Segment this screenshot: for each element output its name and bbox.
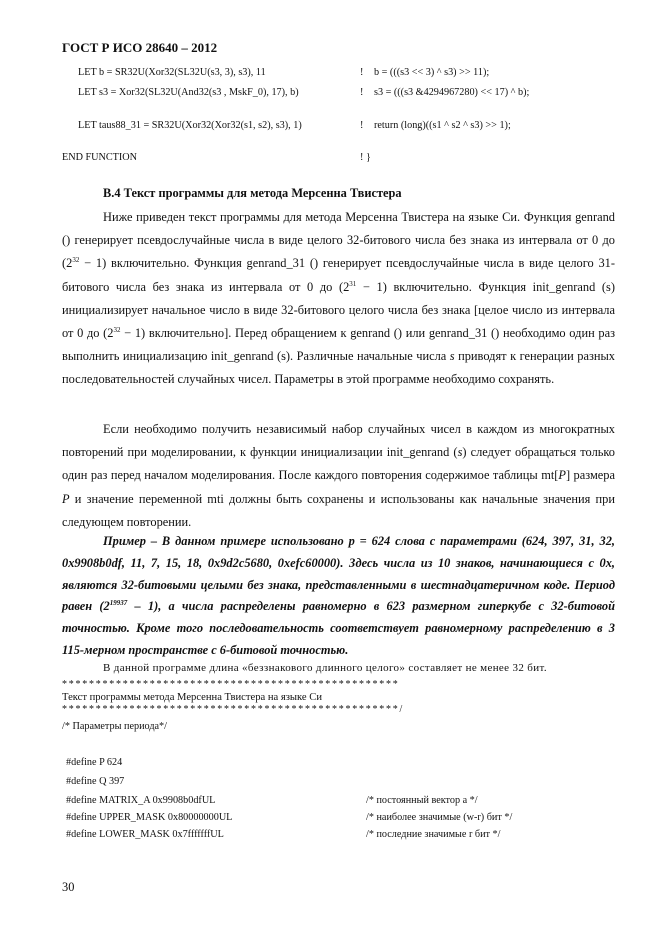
code-left-line: END FUNCTION: [62, 152, 137, 163]
length-note: В данной программе длина «беззнакового длинного целого» составляет не менее 32 бит.: [103, 662, 547, 674]
comment-stars-top: **************************************************: [62, 679, 400, 690]
code-right-line: s3 = (((s3 &4294967280) << 17) ^ b);: [374, 87, 530, 98]
params-comment: /* Параметры периода*/: [62, 721, 167, 732]
page-number: 30: [62, 880, 75, 894]
paragraph-example: Пример – В данном примере использовано p = 624 слова с параметрами (624, 397, 31, 32, 0x9908b0df, 11, 7, 15, 18, 0x9d2c5680, 0xefc60000). Здесь числа из 10 знаков, начинающиеся с 0x, являются 32-битовыми целыми без знака, представленными в шестнадцатеричном коде. Период равен $(2^{19937} - 1)$, а числа распределены равномерно в 623 размерном гиперкубе с 32-битовой точностью. Кроме того последовательность соответствует равномерному распределению в 3 115-мерном пространстве с 6-битовой точностью.: [62, 534, 615, 657]
code-comment-mark: !: [360, 67, 364, 78]
comment-title: Текст программы метода Мерсенна Твистера на языке Си: [62, 692, 323, 703]
code-right-line: b = (((s3 << 3) ^ s3) >> 11);: [374, 67, 490, 78]
define-comment: /* постоянный вектор a */: [366, 795, 478, 806]
code-left-line: LET s3 = Xor32(SL32U(And32(s3 , MskF_0), 17), b): [78, 87, 299, 98]
code-left-line: LET taus88_31 = SR32U(Xor32(Xor32(s1, s2), s3), 1): [78, 120, 302, 131]
define-comment: /* последние значимые r бит */: [366, 829, 501, 840]
paragraph-intro: Ниже приведен текст программы для метода Мерсенна Твистера на языке Си. Функция genrand () генерирует псевдослучайные числа в виде целого 32-битового числа без знака из интервала от 0 до $(2^{32} - 1)$ включительно. Функция genrand_31 () генерирует псевдослучайные числа в виде целого 31-битового числа без знака из интервала от 0 до $(2^{31} - 1)$ включительно. Функция init_genrand (s) инициализирует начальное число в виде 32-битового целого числа без знака [целое число из интервала от 0 до $(2^{32} - 1)$ включительно]. Перед обращением к genrand () или genrand_31 () необходимо один раз выполнить инициализацию init_genrand (s). Различные начальные числа s приводят к генерации разных последовательностей случайных чисел. Параметры в этой программе необходимо сохранять.: [62, 210, 615, 387]
define-line: #define Q 397: [66, 776, 125, 787]
define-line: #define UPPER_MASK 0x80000000UL: [66, 812, 233, 823]
code-left-line: LET b = SR32U(Xor32(SL32U(s3, 3), s3), 11: [78, 67, 266, 78]
define-comment: /* наиболее значимые (w-r) бит */: [366, 812, 513, 823]
code-comment-mark: ! }: [360, 152, 371, 163]
define-line: #define MATRIX_A 0x9908b0dfUL: [66, 795, 216, 806]
document-header: ГОСТ Р ИСО 28640 – 2012: [62, 40, 218, 55]
code-comment-mark: !: [360, 120, 364, 131]
define-line: #define LOWER_MASK 0x7fffffffUL: [66, 829, 224, 840]
code-comment-mark: !: [360, 87, 364, 98]
section-heading: В.4 Текст программы для метода Мерсенна Твистера: [103, 186, 402, 200]
code-right-line: return (long)((s1 ^ s2 ^ s3) >> 1);: [374, 120, 511, 131]
define-line: #define P 624: [66, 757, 123, 768]
comment-stars-bottom: **************************************************/: [62, 704, 405, 715]
paragraph-independent-sets: Если необходимо получить независимый набор случайных чисел в каждом из многократных повторений при моделировании, к функции инициализации init_genrand (s) следует обращаться только один раз перед началом моделирования. После каждого повторения содержимое таблицы mt[P] размера P и значение переменной mti должны быть сохранены и использованы как начальные значения при следующем повторении.: [62, 422, 615, 529]
